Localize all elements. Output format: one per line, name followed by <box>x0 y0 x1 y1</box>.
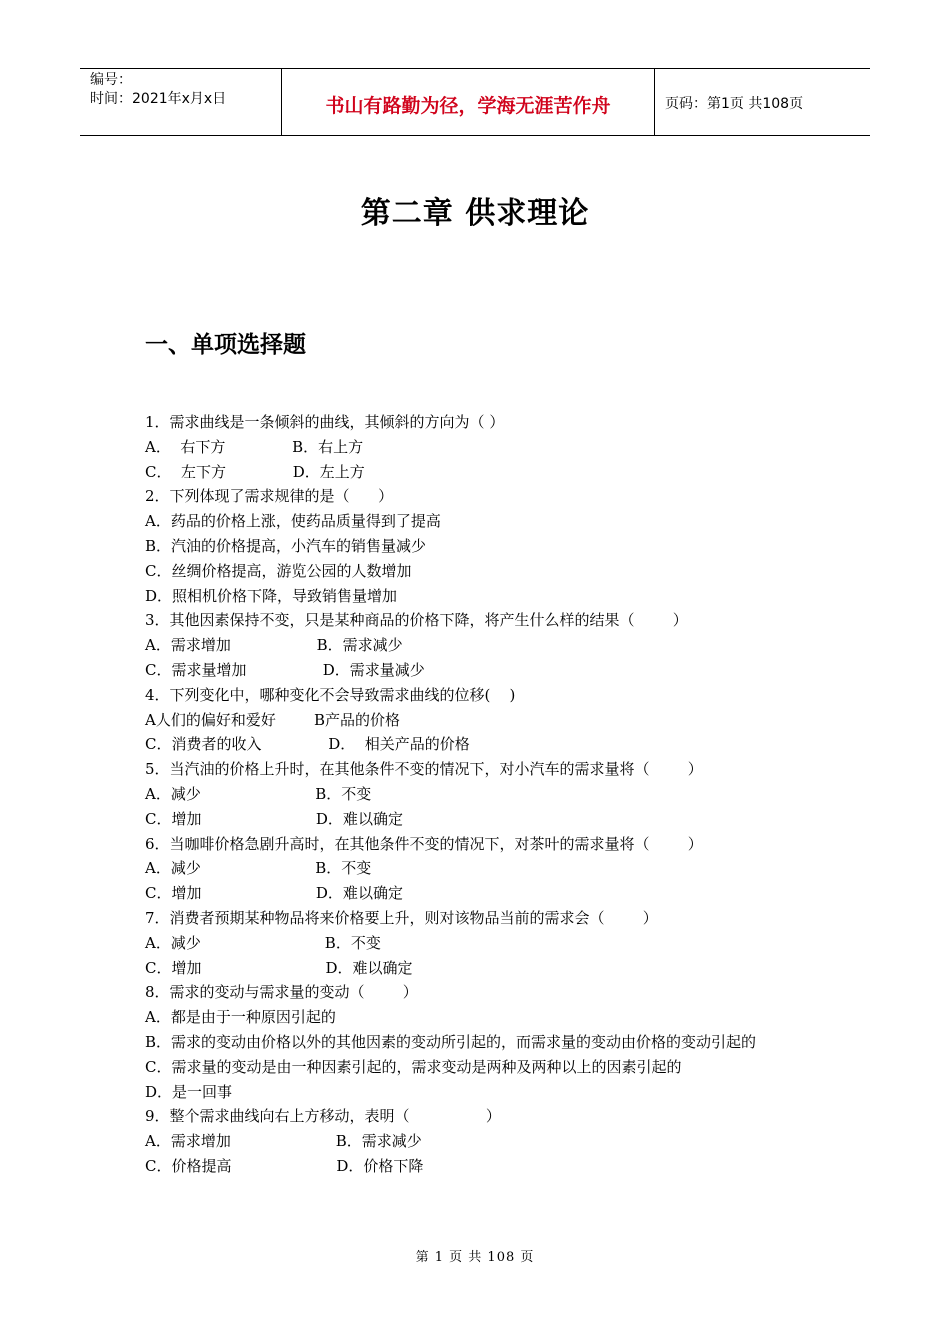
question-1-options-cd: C． 左下方 D．左上方 <box>145 462 365 481</box>
page-header <box>80 68 870 136</box>
question-2-option-c: C．丝绸价格提高，游览公园的人数增加 <box>145 561 412 580</box>
question-6: 6．当咖啡价格急剧升高时，在其他条件不变的情况下，对茶叶的需求量将（ ） <box>145 834 703 853</box>
number-label: 编号： <box>90 72 132 88</box>
question-9-options-ab: A．需求增加 B．需求减少 <box>145 1132 422 1151</box>
header-motto: 书山有路勤为径，学海无涯苦作舟 <box>281 69 655 135</box>
question-1: 1．需求曲线是一条倾斜的曲线，其倾斜的方向为（ ） <box>145 413 505 431</box>
question-3-options-ab: A．需求增加 B．需求减少 <box>145 636 403 655</box>
question-2: 2．下列体现了需求规律的是（ ） <box>145 487 394 506</box>
question-7-options-cd: C．增加 D．难以确定 <box>145 958 413 977</box>
question-5-options-ab: A．减少 B．不变 <box>145 784 372 803</box>
question-2-option-b: B．汽油的价格提高，小汽车的销售量减少 <box>145 536 427 555</box>
question-9: 9．整个需求曲线向右上方移动，表明（ ） <box>145 1107 501 1126</box>
question-8-option-b: B．需求的变动由价格以外的其他因素的变动所引起的，而需求量的变动由价格的变动引起的 <box>145 1032 757 1051</box>
question-3: 3．其他因素保持不变，只是某种商品的价格下降，将产生什么样的结果（ ） <box>145 611 688 630</box>
question-list <box>145 410 805 1179</box>
question-2-option-a: A．药品的价格上涨，使药品质量得到了提高 <box>145 512 441 531</box>
question-5-options-cd: C．增加 D．难以确定 <box>145 809 403 828</box>
question-3-options-cd: C．需求量增加 D．需求量减少 <box>145 660 425 679</box>
question-8-option-d: D．是一回事 <box>145 1082 233 1101</box>
question-9-options-cd: C．价格提高 D．价格下降 <box>145 1156 424 1175</box>
question-7-options-ab: A．减少 B．不变 <box>145 933 381 952</box>
section-title: 一、单项选择题 <box>145 332 306 358</box>
question-6-options-ab: A．减少 B．不变 <box>145 859 372 878</box>
question-4: 4．下列变化中，哪种变化不会导致需求曲线的位移( ) <box>145 685 516 704</box>
chapter-title: 第二章 供求理论 <box>360 196 590 231</box>
question-2-option-d: D．照相机价格下降，导致销售量增加 <box>145 586 398 605</box>
question-4-options-cd: C．消费者的收入 D． 相关产品的价格 <box>145 735 470 754</box>
question-8: 8．需求的变动与需求量的变动（ ） <box>145 983 418 1002</box>
question-7: 7．消费者预期某种物品将来价格要上升，则对该物品当前的需求会（ ） <box>145 908 658 927</box>
question-4-options-ab: A人们的偏好和爱好 B产品的价格 <box>145 710 401 729</box>
page-footer: 第 1 页 共 108 页 <box>415 1250 535 1265</box>
question-6-options-cd: C．增加 D．难以确定 <box>145 884 403 903</box>
header-meta <box>80 69 281 135</box>
header-page-info: 页码：第1页 共108页 <box>665 96 804 112</box>
time-label: 时间：2021年x月x日 <box>90 91 227 107</box>
question-5: 5．当汽油的价格上升时，在其他条件不变的情况下，对小汽车的需求量将（ ） <box>145 760 703 779</box>
question-1-options-ab: A． 右下方 B．右上方 <box>145 437 364 456</box>
question-8-option-c: C．需求量的变动是由一种因素引起的，需求变动是两种及两种以上的因素引起的 <box>145 1057 682 1076</box>
question-8-option-a: A．都是由于一种原因引起的 <box>145 1008 336 1027</box>
